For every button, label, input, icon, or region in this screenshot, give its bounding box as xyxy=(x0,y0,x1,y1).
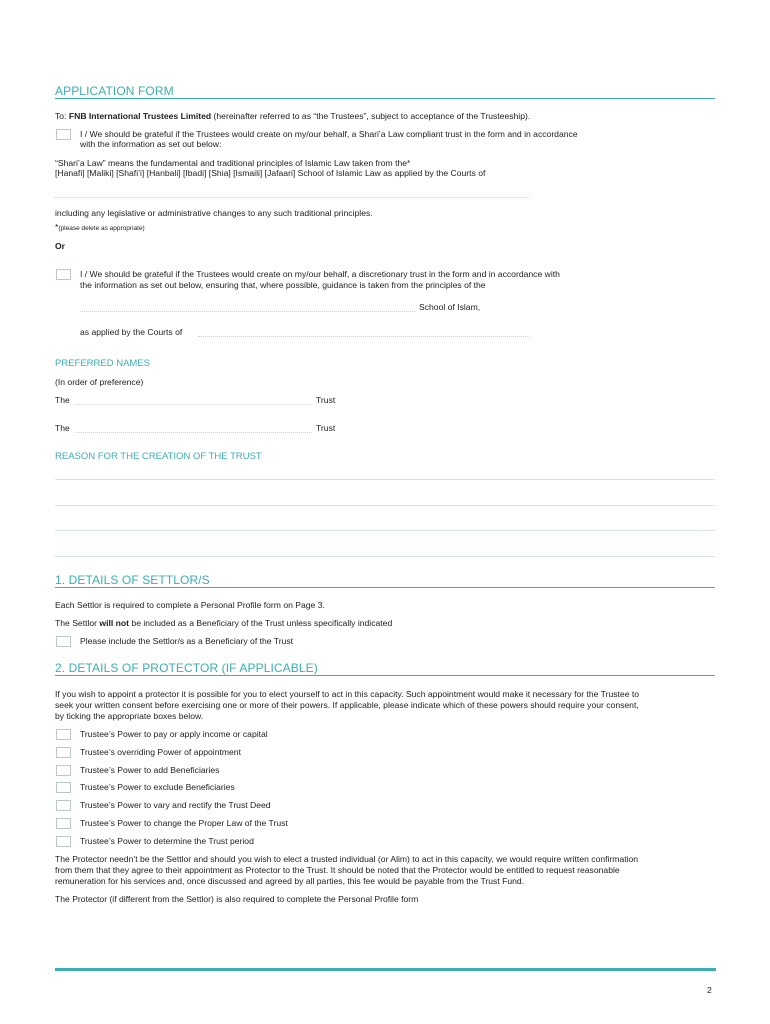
option1-line1: I / We should be grateful if the Trustees would create on my/our behalf, a Shari’a Law compliant trust in the form and in accordance xyxy=(80,129,578,139)
power-checkbox-add-beneficiaries[interactable] xyxy=(56,765,71,776)
power-label-trust-period: Trustee’s Power to determine the Trust period xyxy=(80,836,254,846)
to-rest: (hereinafter referred to as “the Trustees”, subject to acceptance of the Trusteeship). xyxy=(211,111,531,121)
heading-rule xyxy=(55,98,715,99)
protector-intro-line2: seek your written consent before exercising one or more of their powers. If applicable, please indicate which of these powers should require your consent, xyxy=(55,700,639,710)
reason-line-3[interactable] xyxy=(55,530,715,531)
protector-heading: 2. DETAILS OF PROTECTOR (IF APPLICABLE) xyxy=(55,661,318,675)
footer-rule xyxy=(55,968,716,971)
to-prefix: To: xyxy=(55,111,69,121)
protector-intro-line3: by ticking the appropriate boxes below. xyxy=(55,711,204,721)
power-label-exclude-beneficiaries: Trustee’s Power to exclude Beneficiaries xyxy=(80,782,235,792)
to-line xyxy=(55,111,530,122)
power-label-income-capital: Trustee’s Power to pay or apply income or capital xyxy=(80,729,268,739)
application-form-heading: APPLICATION FORM xyxy=(55,84,174,98)
page-number: 2 xyxy=(707,985,712,995)
reason-line-4[interactable] xyxy=(55,556,715,557)
asterisk: * xyxy=(55,222,59,232)
power-checkbox-proper-law[interactable] xyxy=(56,818,71,829)
power-checkbox-appointment[interactable] xyxy=(56,747,71,758)
power-checkbox-vary-deed[interactable] xyxy=(56,800,71,811)
school-of-islam-label: School of Islam, xyxy=(419,302,481,312)
protector-intro-line1: If you wish to appoint a protector it is possible for you to elect yourself to act in this capacity. Such appointment would make it necessary for the Trustee to xyxy=(55,689,640,699)
settlor-line2 xyxy=(55,618,392,629)
option1-line2: with the information as set out below: xyxy=(80,139,222,149)
reason-line-2[interactable] xyxy=(55,505,715,506)
power-label-proper-law: Trustee’s Power to change the Proper Law of the Trust xyxy=(80,818,288,828)
option2-line2: the information as set out below, ensuring that, where possible, guidance is taken from the principles of the xyxy=(80,280,486,290)
reason-line-1[interactable] xyxy=(55,479,715,480)
include-settlor-checkbox[interactable] xyxy=(56,636,71,647)
delete-note xyxy=(55,222,145,234)
preferred-name-field-2[interactable] xyxy=(75,432,312,433)
will-not-text: will not xyxy=(99,618,130,628)
protector-note-line2: from them that they agree to their appointment as Protector to the Trust. It should be noted that the Protector would be entitled to request reasonable xyxy=(55,865,620,875)
power-checkbox-income-capital[interactable] xyxy=(56,729,71,740)
power-label-appointment: Trustee’s overriding Power of appointment xyxy=(80,747,241,757)
sharia-trust-checkbox[interactable] xyxy=(56,129,71,140)
settlor-rule xyxy=(55,587,715,588)
trustee-company-name: FNB International Trustees Limited xyxy=(68,111,212,121)
settlor-line2-prefix: The Settlor xyxy=(55,618,100,628)
power-checkbox-exclude-beneficiaries[interactable] xyxy=(56,782,71,793)
discretionary-trust-checkbox[interactable] xyxy=(56,269,71,280)
power-label-vary-deed: Trustee’s Power to vary and rectify the Trust Deed xyxy=(80,800,271,810)
protector-note-line3: remuneration for his services and, once discussed and agreed by all parties, this fee would be payable from the Trust Fund. xyxy=(55,876,525,886)
including-text: including any legislative or administrative changes to any such traditional principles. xyxy=(55,208,373,218)
settlor-heading: 1. DETAILS OF SETTLOR/S xyxy=(55,573,210,587)
reason-heading: REASON FOR THE CREATION OF THE TRUST xyxy=(55,451,262,462)
settlor-line1: Each Settlor is required to complete a Personal Profile form on Page 3. xyxy=(55,600,325,610)
courts-of-field-2[interactable] xyxy=(198,336,530,337)
preferred-names-heading: PREFERRED NAMES xyxy=(55,358,151,369)
preference-note: (In order of preference) xyxy=(55,377,144,387)
protector-final-note: The Protector (if different from the Settlor) is also required to complete the Personal Profile form xyxy=(55,894,419,904)
or-label: Or xyxy=(55,241,66,251)
settlor-line2-rest: be included as a Beneficiary of the Trust unless specifically indicated xyxy=(129,618,393,628)
sharia-definition-line1: “Shari’a Law” means the fundamental and traditional principles of Islamic Law taken from the* xyxy=(55,158,411,168)
delete-note-text: (please delete as appropriate) xyxy=(58,225,145,232)
include-settlor-label: Please include the Settlor/s as a Beneficiary of the Trust xyxy=(80,636,294,646)
the-label-2: The xyxy=(55,423,70,433)
as-applied-label: as applied by the Courts of xyxy=(80,327,183,337)
power-checkbox-trust-period[interactable] xyxy=(56,836,71,847)
sharia-definition-line2: [Hanafi] [Maliki] [Shafi’i] [Hanbali] [Ibadi] [Shia] [Ismaili] [Jafaari] School of Islamic Law as applied by the Courts of xyxy=(55,168,486,178)
courts-of-field[interactable] xyxy=(55,197,530,198)
protector-rule xyxy=(55,675,715,676)
protector-note-line1: The Protector needn’t be the Settlor and should you wish to elect a trusted individual (or Alim) to act in this capacity, we would require written confirmation xyxy=(55,854,639,864)
power-label-add-beneficiaries: Trustee’s Power to add Beneficiaries xyxy=(80,765,220,775)
trust-label-1: Trust xyxy=(316,395,336,405)
option2-line1: I / We should be grateful if the Trustees would create on my/our behalf, a discretionary trust in the form and in accordance with xyxy=(80,269,560,279)
school-field[interactable] xyxy=(80,311,415,312)
the-label-1: The xyxy=(55,395,70,405)
preferred-name-field-1[interactable] xyxy=(75,404,312,405)
trust-label-2: Trust xyxy=(316,423,336,433)
